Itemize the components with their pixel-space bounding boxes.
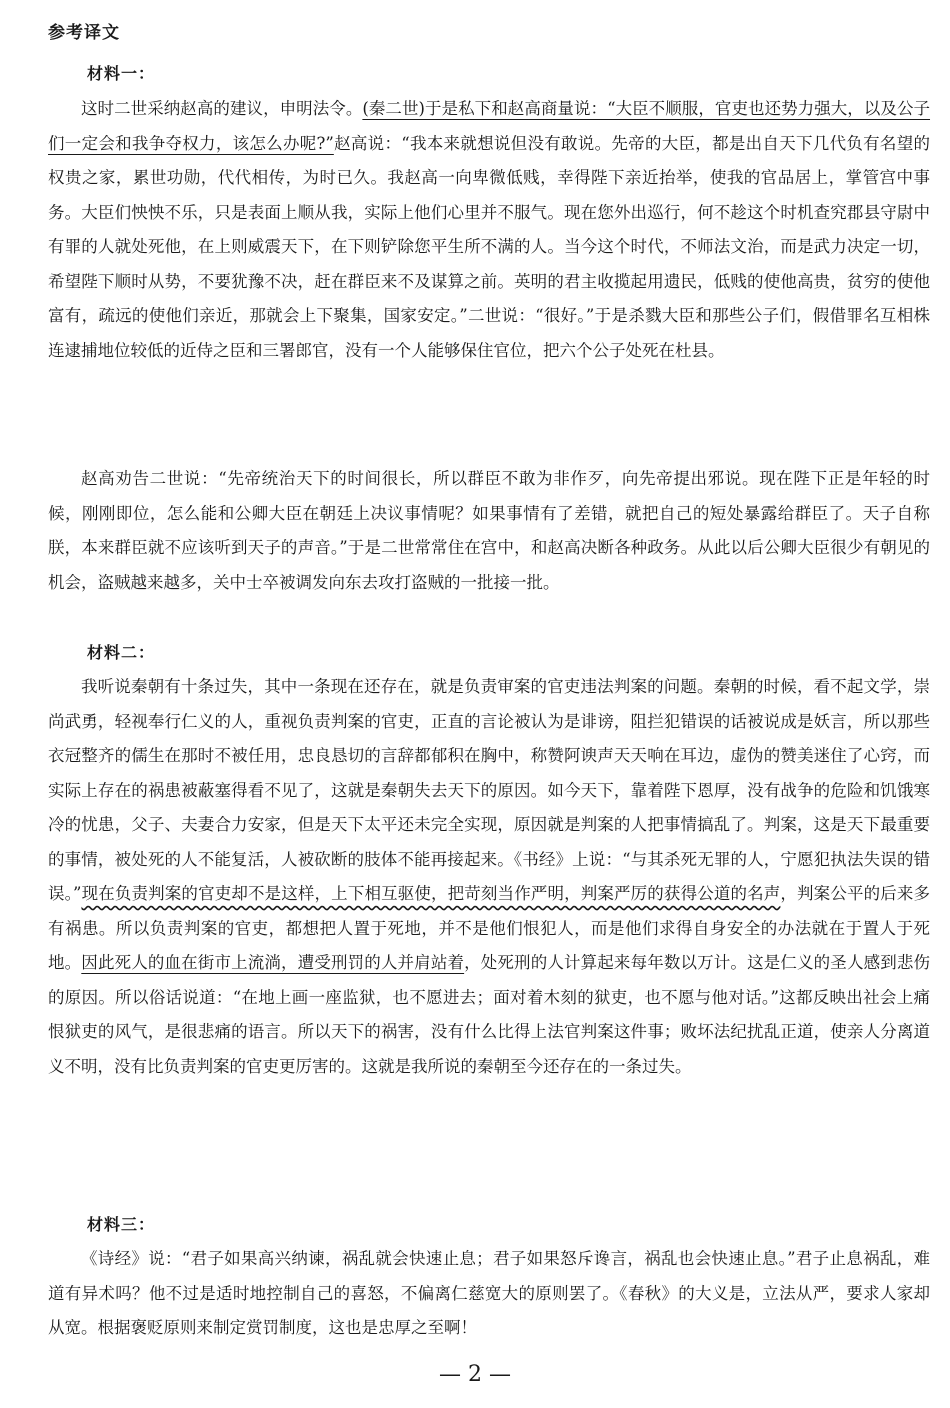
- text-segment: 我听说秦朝有十条过失，其中一条现在还存在，就是负责审案的官吏违法判案的问题。秦朝的时候，看不起文学，崇尚武勇，轻视奉行仁义的人，重视负责判案的官吏，正直的言论被认为是诽谤，阻拦犯错误的话被说成是妖言，所以那些衣冠整齐的儒生在那时不被任用，忠良恳切的言辞都郁积在胸中，称赞阿谀声天天响在耳边，虚伪的赞美迷住了心窍，而实际上存在的祸患被蔽塞得看不见了，这就是秦朝失去天下的原因。如今天下，靠着陛下恩厚，没有战争的危险和饥饿寒冷的忧患，父子、夫妻合力安家，但是天下太平还未完全实现，原因就是判案的人把事情搞乱了。判案，这是天下最重要的事情，被处死的人不能复活，人被砍断的肢体不能再接起来。《书经》上说：“与其杀死无罪的人，宁愿犯执法失误的错误。”: [48, 677, 930, 903]
- page-number: — 2 —: [439, 1362, 511, 1387]
- material-3-paragraph-1: 《诗经》说：“君子如果高兴纳谏，祸乱就会快速止息；君子如果怒斥谗言，祸乱也会快速止息。”君子止息祸乱，难道有异术吗？他不过是适时地控制自己的喜怒，不偏离仁慈宽大的原则罢了。《春秋》的大义是，立法从严，要求人家却从宽。根据褒贬原则来制定赏罚制度，这也是忠厚之至啊！: [48, 1249, 930, 1337]
- underlined-sentence: (秦二世)于是私下和赵高商量说：“大臣不顺服，官吏也还势力强大，以及公子们一定会和我争夺权力，该怎么办呢?”: [48, 99, 931, 153]
- text-segment: ，处死刑的人计算起来每年数以万计。这是仁义的圣人感到悲伤的原因。所以俗话说道：“在地上画一座监狱，也不愿进去；面对着木刻的狱吏，也不愿与他对话。”这都反映出社会上痛恨狱吏的风气，是很悲痛的语言。所以天下的祸害，没有什么比得上法官判案这件事；败坏法纪扰乱正道，使亲人分离道义不明，没有比负责判案的官吏更厉害的。这就是我所说的秦朝至今还存在的一条过失。: [48, 953, 931, 1076]
- section-title-2: 材料二：: [87, 643, 156, 662]
- wavy-underlined-sentence: 现在负责判案的官吏却不是这样，上下相互驱使，把苛刻当作严明，判案严厉的获得公道的名声: [81, 884, 781, 903]
- material-1-paragraph-2: 赵高劝告二世说：“先帝统治天下的时间很长，所以群臣不敢为非作歹，向先帝提出邪说。现在陛下正是年轻的时候，刚刚即位，怎么能和公卿大臣在朝廷上决议事情呢？如果事情有了差错，就把自己的短处暴露给群臣了。天子自称朕，本来群臣就不应该听到天子的声音。”于是二世常常住在宫中，和赵高决断各种政务。从此以后公卿大臣很少有朝见的机会，盗贼越来越多，关中士卒被调发向东去攻打盗贼的一批接一批。: [48, 469, 930, 592]
- text-segment: ，判案公平的后来多有祸患。所以负责判案的官吏，都想把人置于死地，并不是他们恨犯人，而是他们求得自身安全的办法就在于置人于死地。: [48, 884, 931, 972]
- page-heading: 参考译文: [48, 23, 120, 43]
- text-segment: 赵高说：“我本来就想说但没有敢说。先帝的大臣，都是出自天下几代负有名望的权贵之家，累世功勋，代代相传，为时已久。我赵高一向卑微低贱，幸得陛下亲近抬举，使我的官品居上，掌管宫中事务。大臣们怏怏不乐，只是表面上顺从我，实际上他们心里并不服气。现在您外出巡行，何不趁这个时机查究郡县守尉中有罪的人就处死他，在上则威震天下，在下则铲除您平生所不满的人。当今这个时代，不师法文治，而是武力决定一切，希望陛下顺时从势，不要犹豫不决，赶在群臣来不及谋算之前。英明的君主收揽起用遗民，低贱的使他高贵，贫穷的使他富有，疏远的使他们亲近，那就会上下聚集，国家安定。”二世说：“很好。”于是杀戮大臣和那些公子们，假借罪名互相株连逮捕地位较低的近侍之臣和三署郎官，没有一个人能够保住官位，把六个公子处死在杜县。: [48, 133, 930, 360]
- section-title-1: 材料一：: [87, 64, 156, 83]
- material-2-paragraph-1: [48, 670, 930, 1084]
- section-title-3: 材料三：: [87, 1215, 156, 1234]
- underlined-sentence: 因此死人的血在街市上流淌，遭受刑罚的人并肩站着: [81, 953, 465, 972]
- material-1-paragraph-1: [48, 92, 930, 368]
- text-segment: 这时二世采纳赵高的建议，申明法令。: [81, 99, 363, 118]
